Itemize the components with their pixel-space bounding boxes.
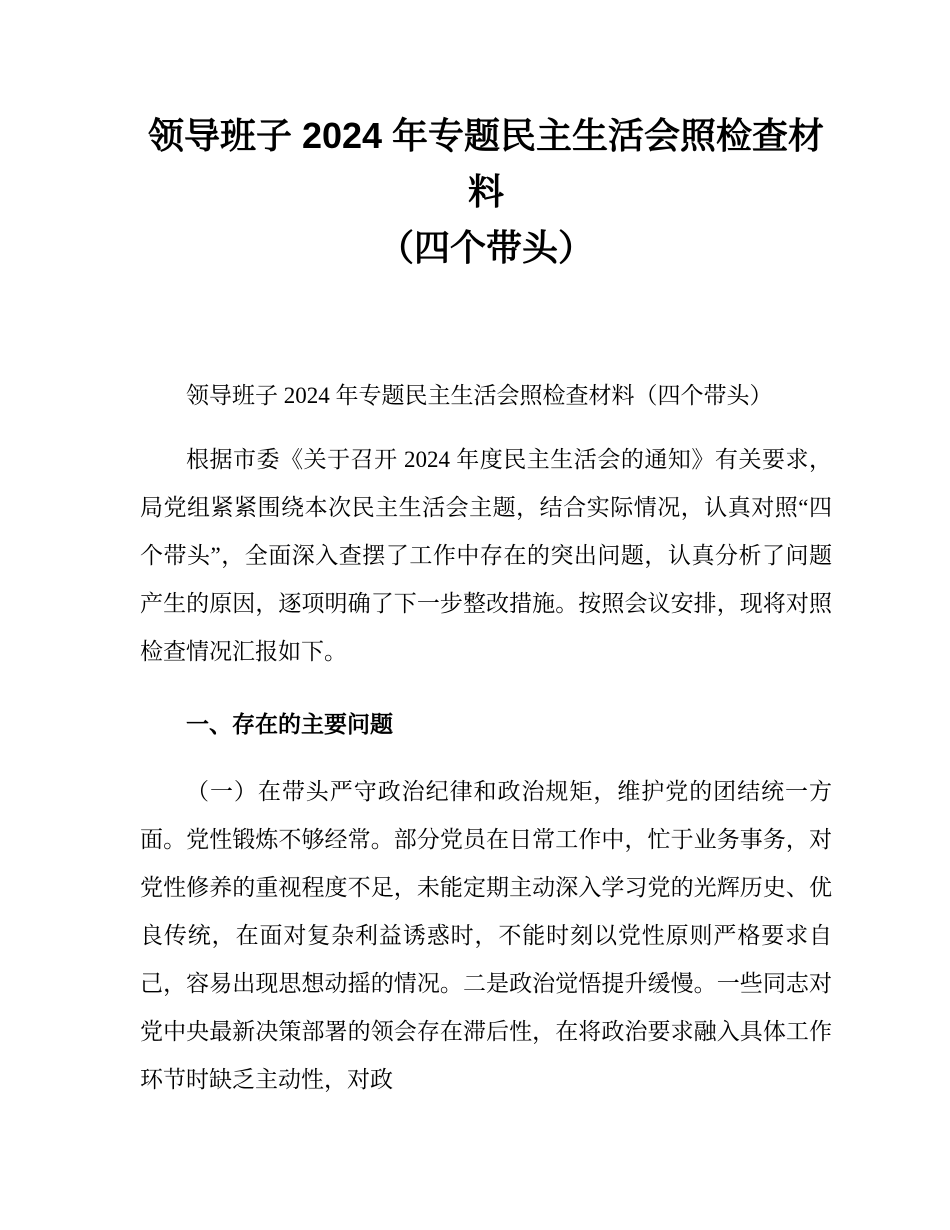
paragraph-problem-one: （一）在带头严守政治纪律和政治规矩，维护党的团结统一方面。党性锻炼不够经常。部分党员在日常工作中，忙于业务事务，对党性修养的重视程度不足，未能定期主动深入学习党的光辉历史、优良传统，在面对复杂利益诱惑时，不能时刻以党性原则严格要求自己，容易出现思想动摇的情况。二是政治觉悟提升缓慢。一些同志对党中央最新决策部署的领会存在滞后性，在将政治要求融入具体工作环节时缺乏主动性，对政 [140,779,832,1092]
paragraph-subtitle: 领导班子 2024 年专题民主生活会照检查材料（四个带头） [186,383,773,408]
document-title [140,108,832,276]
section-heading-main-problems: 一、存在的主要问题 [186,711,393,737]
document-body [140,372,832,1104]
document-title-line2: （四个带头） [377,227,594,268]
paragraph-intro: 根据市委《关于召开 2024 年度民主生活会的通知》有关要求，局党组紧紧围绕本次民主生活会主题，结合实际情况，认真对照“四个带头”，全面深入查摆了工作中存在的突出问题，认真分析了问题产生的原因，逐项明确了下一步整改措施。按照会议安排，现将对照检查情况汇报如下。 [140,447,832,664]
document-title-line1: 领导班子 2024 年专题民主生活会照检查材料 [147,115,825,212]
